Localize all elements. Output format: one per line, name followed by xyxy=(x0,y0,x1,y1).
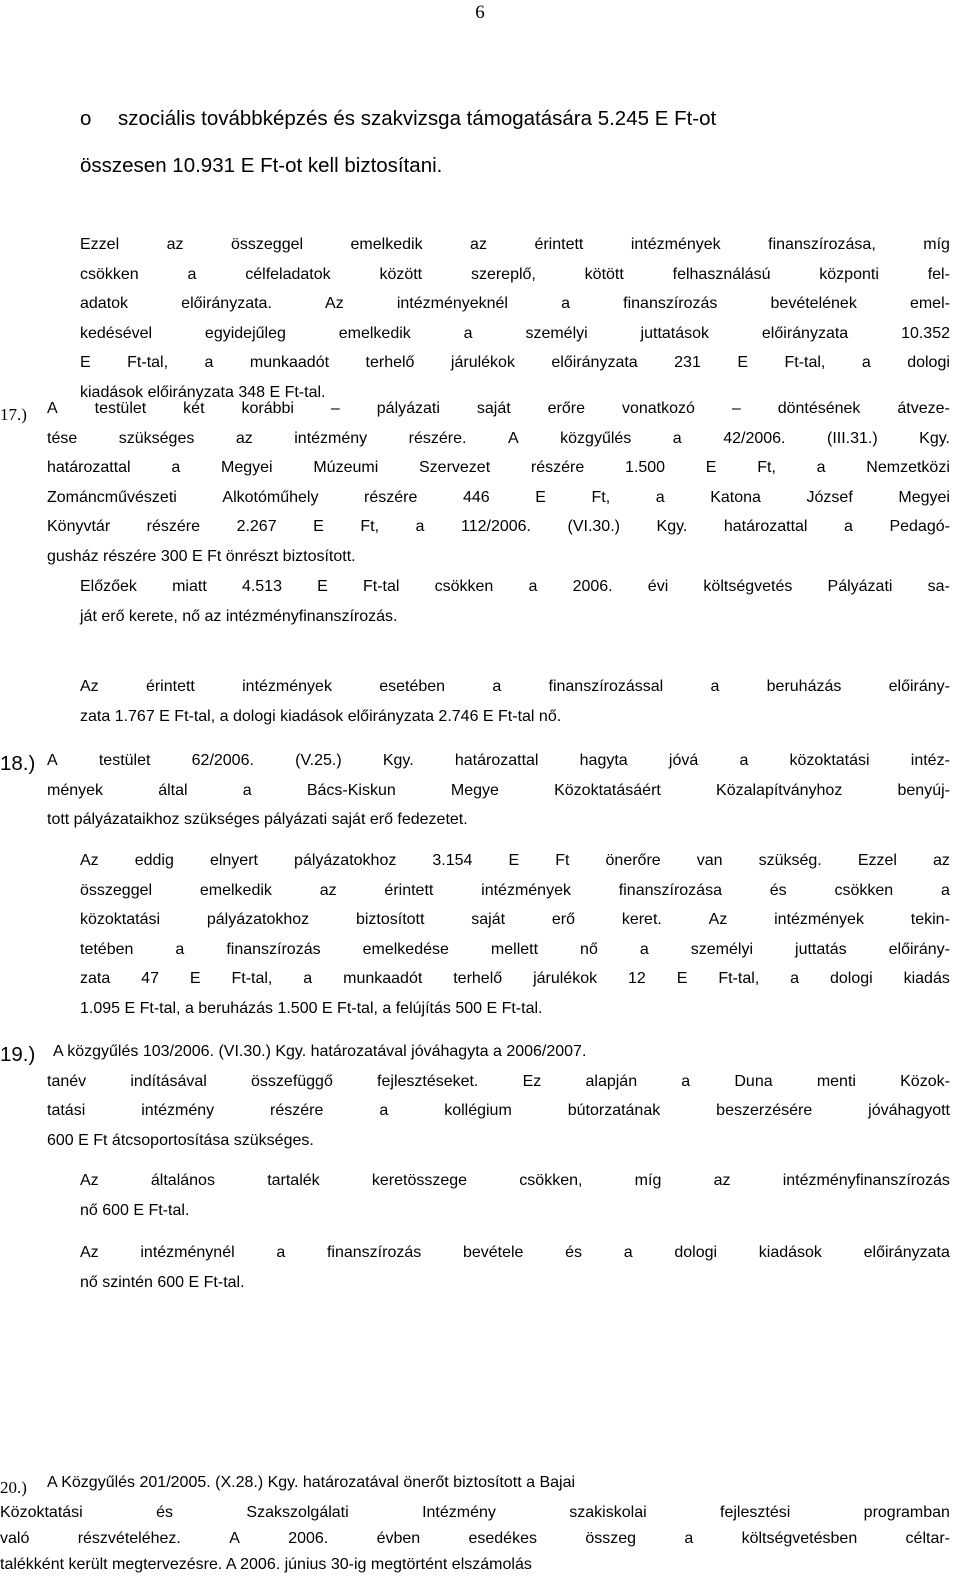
text-line: tanév indításával összefüggő fejlesztéseket. Ez alapján a Duna menti Közok- xyxy=(47,1072,950,1090)
paragraph xyxy=(80,1244,950,1303)
text-line: zata 47 E Ft-tal, a munkaadót terhelő járulékok 12 E Ft-tal, a dologi kiadás xyxy=(80,970,950,987)
text-line: Az intézménynél a finanszírozás bevétele és a dologi kiadások előirányzata xyxy=(80,1244,950,1261)
text: talékként került megtervezésre. A 2006. június 30-ig megtörtént elszámolás xyxy=(0,1555,532,1573)
text-line xyxy=(0,1556,950,1582)
text: 1.095 E Ft-tal, a beruházás 1.500 E Ft-tal, a felújítás 500 E Ft-tal. xyxy=(80,999,543,1017)
text: ját erő kerete, nő az intézményfinanszírozás. xyxy=(80,607,398,625)
text-line: tetében a finanszírozás emelkedése mellett nő a személyi juttatás előirány- xyxy=(80,940,950,958)
text-line: való részvételéhez. A 2006. évben esedékes összeg a költségvetésben céltar- xyxy=(0,1529,950,1547)
text-line: Zománcművészeti Alkotóműhely részére 446 E Ft, a Katona József Megyei xyxy=(47,488,950,506)
text: A Közgyűlés 201/2005. (X.28.) Kgy. határozatával önerőt biztosított a Bajai xyxy=(47,1474,576,1491)
text-line: közoktatási pályázatokhoz biztosított saját erő keret. Az intézmények tekin- xyxy=(80,911,950,928)
text-line: összeggel emelkedik az érintett intézmények finanszírozása és csökken a xyxy=(80,881,950,899)
text-line: tatási intézmény részére a kollégium bútorzatának beszerzésére jóváhagyott xyxy=(47,1102,950,1119)
text-line: csökken a célfeladatok között szereplő, kötött felhasználású központi fel- xyxy=(80,265,950,283)
text-line: Előzőek miatt 4.513 E Ft-tal csökken a 2006. évi költségvetés Pályázati sa- xyxy=(80,578,950,595)
text-line: Az általános tartalék keretösszege csökken, míg az intézményfinanszírozás xyxy=(80,1172,950,1189)
text: 600 E Ft átcsoportosítása szükséges. xyxy=(47,1131,314,1149)
text-line xyxy=(47,548,950,578)
text: nő szintén 600 E Ft-tal. xyxy=(80,1273,245,1291)
paragraph xyxy=(80,1172,950,1231)
text-line: kedésével egyidejűleg emelkedik a személyi juttatások előirányzata 10.352 xyxy=(80,324,950,342)
paragraph xyxy=(80,678,950,737)
text-line: Közoktatási és Szakszolgálati Intézmény szakiskolai fejlesztési programban xyxy=(0,1503,950,1521)
item-number: 19.) xyxy=(0,1043,36,1066)
item-number: 17.) xyxy=(0,405,27,424)
text-line xyxy=(47,1474,950,1504)
list-item xyxy=(47,400,950,577)
text-line: Az eddig elnyert pályázatokhoz 3.154 E Ft önerőre van szükség. Ezzel az xyxy=(80,852,950,869)
text-line: A testület 62/2006. (V.25.) Kgy. határozattal hagyta jóvá a közoktatási intéz- xyxy=(47,752,950,769)
paragraph xyxy=(80,236,950,413)
text: A közgyűlés 103/2006. (VI.30.) Kgy. határozatával jóváhagyta a 2006/2007. xyxy=(53,1043,587,1060)
text-line xyxy=(80,708,950,738)
paragraph xyxy=(47,1073,950,1162)
text-line: tése szükséges az intézmény részére. A közgyűlés a 42/2006. (III.31.) Kgy. xyxy=(47,429,950,447)
item-number: 18.) xyxy=(0,752,36,775)
text-line: Az érintett intézmények esetében a finanszírozással a beruházás előirány- xyxy=(80,678,950,695)
text-line: A testület két korábbi – pályázati saját erőre vonatkozó – döntésének átveze- xyxy=(47,400,950,417)
text-line: Ezzel az összeggel emelkedik az érintett intézmények finanszírozása, míg xyxy=(80,236,950,253)
text: zata 1.767 E Ft-tal, a dologi kiadások előirányzata 2.746 E Ft-tal nő. xyxy=(80,707,562,725)
list-item xyxy=(47,1474,950,1504)
text-line xyxy=(80,608,950,638)
bullet-line: szociális továbbképzés és szakvizsga támogatására 5.245 E Ft-ot xyxy=(118,107,717,130)
text-line: Könyvtár részére 2.267 E Ft, a 112/2006. (VI.30.) Kgy. határozattal a Pedagó- xyxy=(47,518,950,535)
item-number: 20.) xyxy=(0,1478,27,1497)
text-line: adatok előirányzata. Az intézményeknél a finanszírozás bevételének emel- xyxy=(80,295,950,312)
list-item xyxy=(47,1043,950,1073)
text-line xyxy=(47,1043,950,1073)
paragraph xyxy=(80,578,950,637)
text-line xyxy=(80,1000,950,1030)
paragraph xyxy=(0,1504,950,1582)
text-line: E Ft-tal, a munkaadót terhelő járulékok előirányzata 231 E Ft-tal, a dologi xyxy=(80,354,950,371)
paragraph xyxy=(80,852,950,1029)
bullet-marker: o xyxy=(80,107,92,130)
text: tott pályázataikhoz szükséges pályázati saját erő fedezetet. xyxy=(47,811,468,828)
page-number: 6 xyxy=(475,2,485,23)
text-line: mények által a Bács-Kiskun Megye Közoktatásáért Közalapítványhoz benyúj- xyxy=(47,781,950,799)
text: kiadások előirányzata 348 E Ft-tal. xyxy=(80,383,326,401)
text-line xyxy=(80,1274,950,1304)
text-line xyxy=(47,811,950,841)
bullet-line: összesen 10.931 E Ft-ot kell biztosítani. xyxy=(80,154,443,177)
list-item xyxy=(47,752,950,841)
text-line: határozattal a Megyei Múzeumi Szervezet részére 1.500 E Ft, a Nemzetközi xyxy=(47,459,950,476)
text: gusház részére 300 E Ft önrészt biztosított. xyxy=(47,547,356,565)
text-line xyxy=(47,1132,950,1162)
text: nő 600 E Ft-tal. xyxy=(80,1201,190,1219)
text-line xyxy=(80,1202,950,1232)
